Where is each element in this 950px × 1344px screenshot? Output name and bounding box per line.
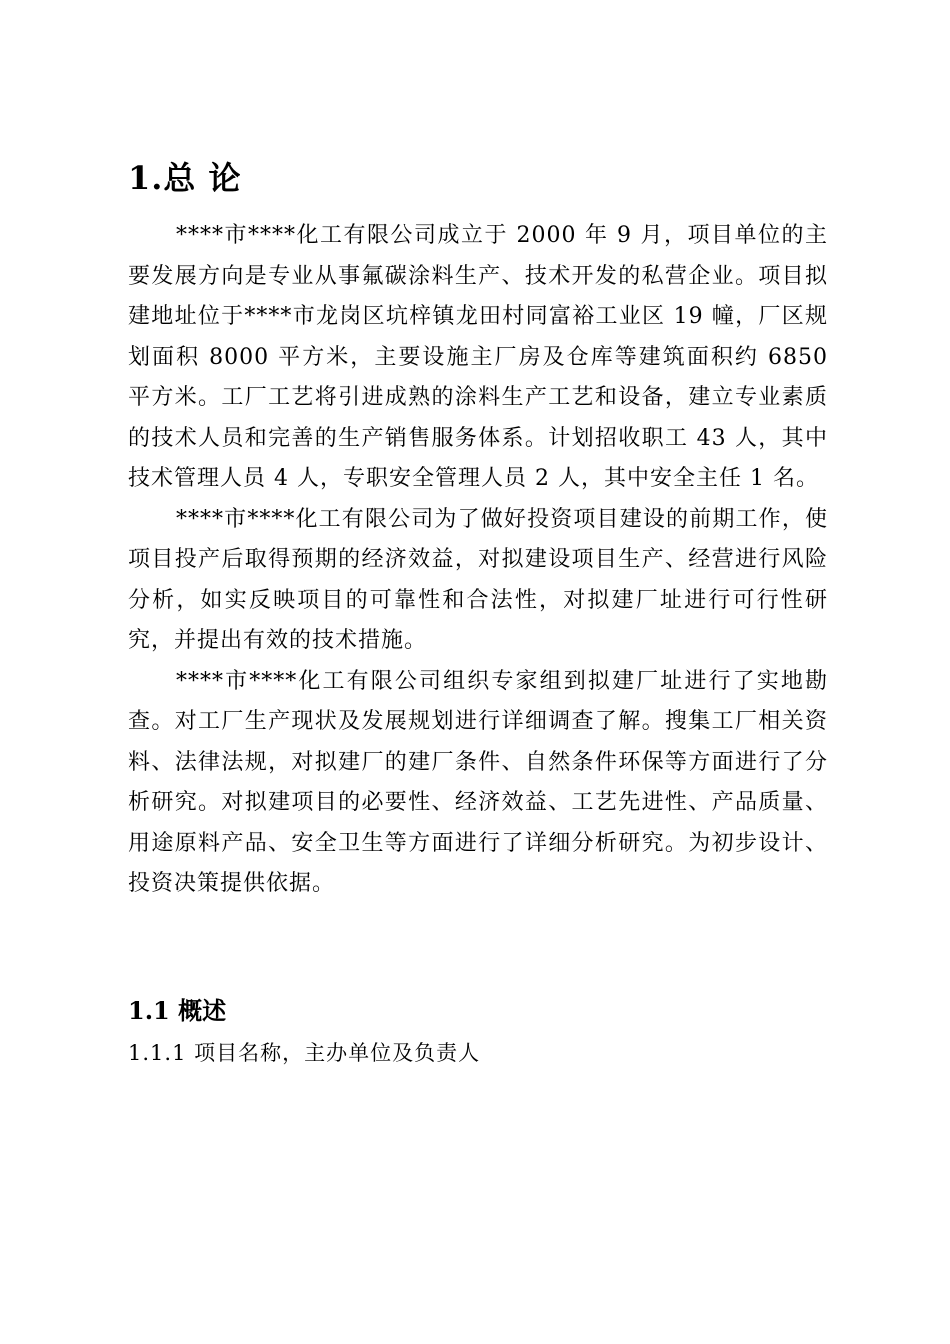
chapter-title: 1.总 论 xyxy=(128,159,242,197)
subsection-heading: 1.1.1 项目名称，主办单位及负责人 xyxy=(128,1040,481,1065)
paragraph-feasibility-purpose: ****市****化工有限公司为了做好投资项目建设的前期工作，使项目投产后取得预期的经济效益，对拟建设项目生产、经营进行风险分析，如实反映项目的可靠性和合法性，对拟建厂址进行可行性研究，并提出有效的技术措施。 xyxy=(128,506,828,653)
document-content xyxy=(128,150,828,1073)
paragraph-company-overview: ****市****化工有限公司成立于 2000 年 9 月，项目单位的主要发展方向是专业从事氟碳涂料生产、技术开发的私营企业。项目拟建地址位于****市龙岗区坑梓镇龙田村同富裕工业区 19 幢，厂区规划面积 8000 平方米，主要设施主厂房及仓库等建筑面积约 6850 平方米。工厂工艺将引进成熟的涂料生产工艺和设备，建立专业素质的技术人员和完善的生产销售服务体系。计划招收职工 43 人，其中技术管理人员 4 人，专职安全管理人员 2 人，其中安全主任 1 名。 xyxy=(128,223,828,491)
section-spacer xyxy=(128,905,828,991)
paragraph-expert-survey: ****市****化工有限公司组织专家组到拟建厂址进行了实地勘查。对工厂生产现状及发展规划进行详细调查了解。搜集工厂相关资料、法律法规，对拟建厂的建厂条件、自然条件环保等方面进行了分析研究。对拟建项目的必要性、经济效益、工艺先进性、产品质量、用途原料产品、安全卫生等方面进行了详细分析研究。为初步设计、投资决策提供依据。 xyxy=(128,668,828,896)
section-title: 1.1 概述 xyxy=(128,995,227,1025)
